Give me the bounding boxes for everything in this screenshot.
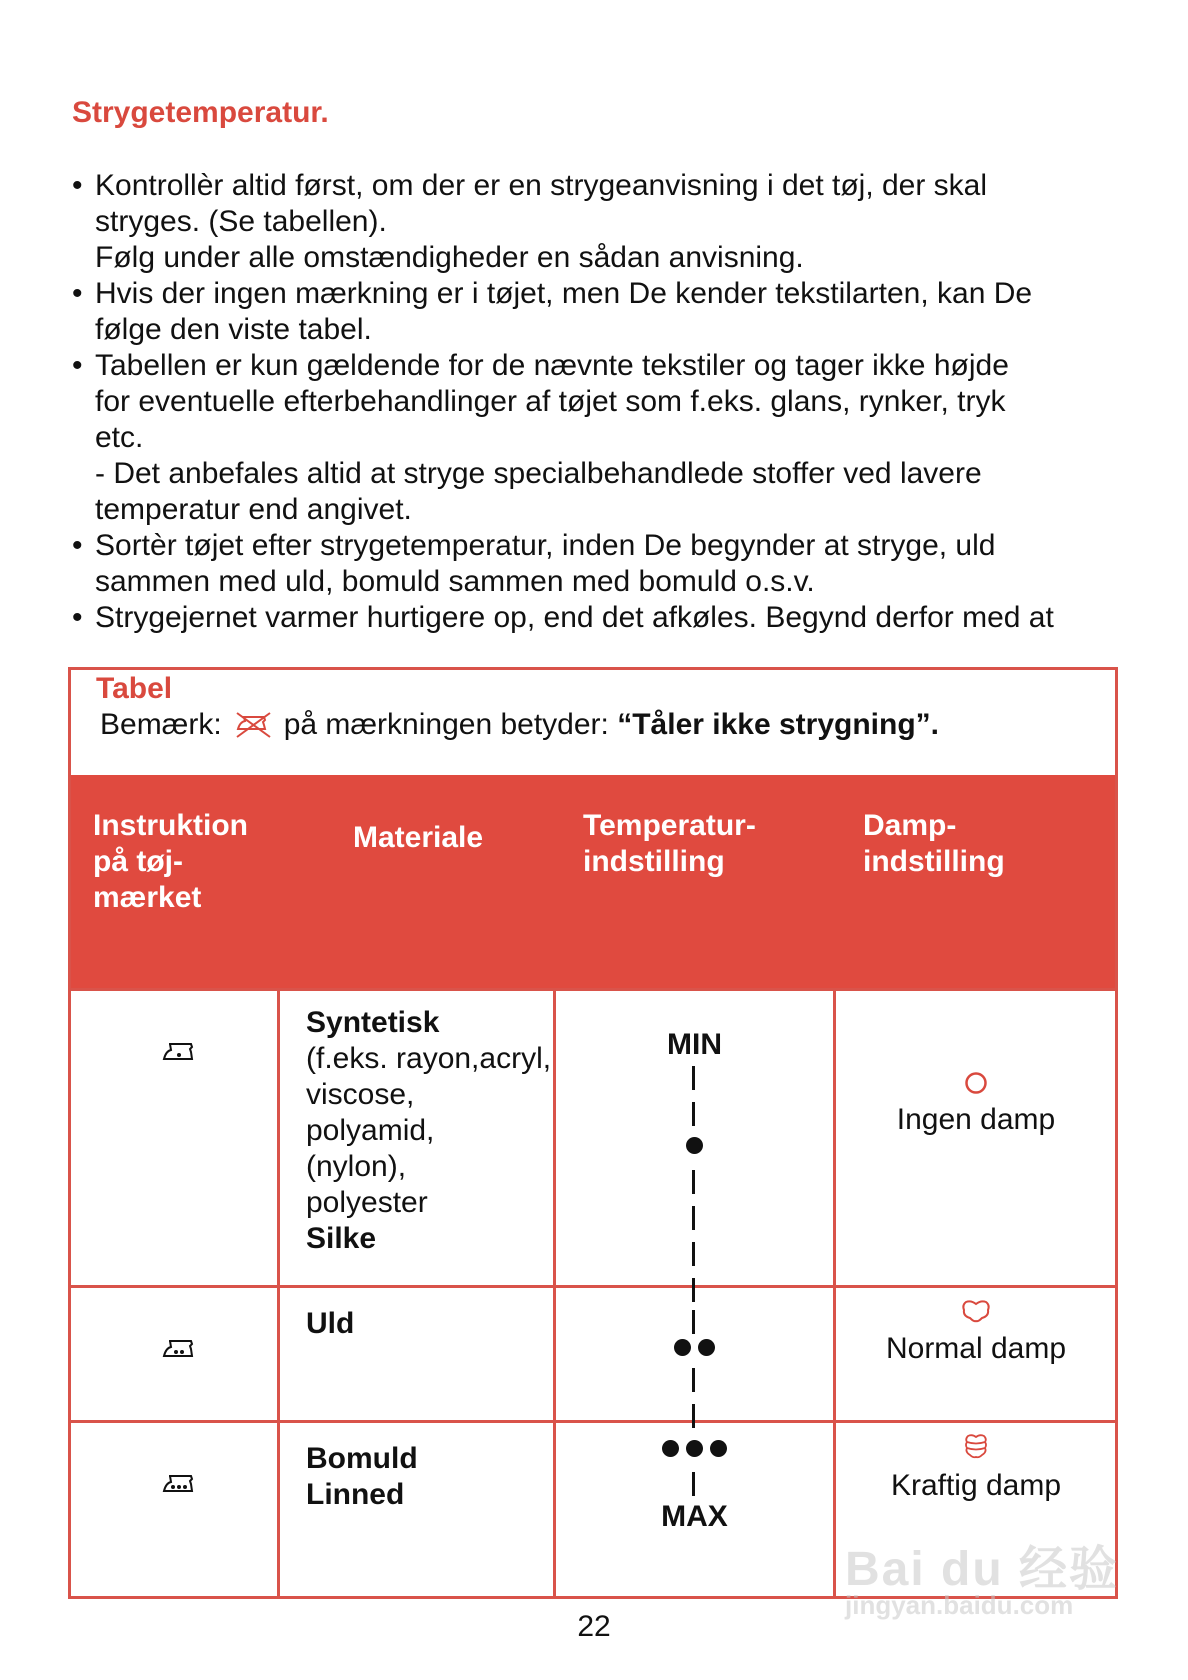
list-item-text: for eventuelle efterbehandlinger af tøjet som f.eks. glans, rynker, tryk: [95, 385, 1006, 418]
steam-cell: [836, 1069, 1116, 1137]
iron-two-dots-icon: [161, 1338, 197, 1360]
no-ironing-icon: [234, 711, 274, 739]
no-steam-circle-icon: [964, 1071, 988, 1095]
list-item-text: etc.: [95, 421, 144, 454]
list-item: [72, 168, 1132, 276]
scale-dash: [692, 1242, 695, 1266]
temp-min-label: MIN: [667, 1028, 722, 1061]
list-item-text: Hvis der ingen mærkning er i tøjet, men De kender tekstilarten, kan De: [95, 277, 1033, 310]
temperature-scale: [556, 988, 833, 1596]
list-item-text: Følg under alle omstændigheder en sådan anvisning.: [95, 241, 804, 274]
list-item: [72, 276, 1132, 348]
material-cell: Uld: [306, 1307, 355, 1340]
note-bold: “Tåler ikke strygning”.: [617, 708, 939, 741]
header-steam: Damp- indstilling: [863, 809, 1005, 878]
list-item: [72, 348, 1132, 528]
header-temperature: Temperatur- indstilling: [583, 809, 756, 878]
list-item-text: - Det anbefales altid at stryge specialbehandlede stoffer ved lavere: [95, 457, 982, 490]
note-prefix: Bemærk:: [100, 708, 222, 741]
scale-dash: [692, 1310, 695, 1334]
material-cell: Syntetisk (f.eks. rayon,acryl, viscose, polyamid, (nylon), polyester Silke: [306, 1006, 552, 1255]
list-item-text: Strygejernet varmer hurtigere op, end det afkøles. Begynd derfor med at: [95, 601, 1054, 634]
list-item-text: følge den viste tabel.: [95, 313, 372, 346]
header-material: Materiale: [353, 821, 484, 854]
list-item-text: sammen med uld, bomuld sammen med bomuld o.s.v.: [95, 565, 815, 598]
temp-two-dots: [556, 1339, 833, 1356]
temp-three-dots: [556, 1440, 833, 1457]
strong-steam-icon: [963, 1433, 989, 1461]
list-item-text: Sortèr tøjet efter strygetemperatur, inden De begynder at stryge, uld: [95, 529, 996, 562]
scale-dash: [692, 1102, 695, 1126]
watermark-url: jingyan.baidu.com: [845, 1590, 1074, 1620]
watermark-brand: Bai du 经验: [845, 1543, 1120, 1596]
list-item: [72, 528, 1132, 600]
header-instruction: Instruktion på tøj- mærket: [93, 809, 248, 914]
page-number: 22: [577, 1610, 611, 1643]
scale-dash: [692, 1368, 695, 1392]
steam-cell: [836, 1298, 1116, 1366]
instruction-list: [72, 168, 1132, 636]
bullet-icon: •: [72, 277, 83, 310]
list-item-text: temperatur end angivet.: [95, 493, 412, 526]
temp-one-dot: [556, 1137, 833, 1154]
steam-label: Kraftig damp: [890, 1469, 1062, 1502]
material-cell: Bomuld Linned: [306, 1442, 418, 1511]
iron-three-dots-icon: [161, 1473, 197, 1495]
iron-one-dot-icon: [161, 1041, 197, 1063]
table-caption: [71, 670, 1115, 775]
normal-steam-icon: [960, 1298, 992, 1324]
scale-dash: [692, 1404, 695, 1428]
page-title: Strygetemperatur.: [72, 96, 329, 129]
bullet-icon: •: [72, 529, 83, 562]
note-middle: på mærkningen betyder:: [283, 708, 609, 741]
list-item-text: Tabellen er kun gældende for de nævnte tekstiler og tager ikke højde: [95, 349, 1009, 382]
bullet-icon: •: [72, 601, 83, 634]
bullet-icon: •: [72, 349, 83, 382]
table-header: [71, 775, 1115, 988]
steam-cell: [836, 1433, 1116, 1503]
scale-dash: [692, 1206, 695, 1230]
list-item: [72, 600, 1132, 636]
steam-label: Normal damp: [885, 1332, 1067, 1365]
scale-dash: [692, 1278, 695, 1302]
bullet-icon: •: [72, 169, 83, 202]
scale-dash: [692, 1472, 695, 1496]
scale-dash: [692, 1066, 695, 1090]
list-item-text: Kontrollèr altid først, om der er en strygeanvisning i det tøj, der skal: [95, 169, 988, 202]
temp-max-label: MAX: [661, 1500, 728, 1533]
list-item-text: stryges. (Se tabellen).: [95, 205, 387, 238]
steam-label: Ingen damp: [896, 1103, 1056, 1136]
table-title: Tabel: [96, 672, 173, 705]
table-note: [100, 708, 939, 742]
scale-dash: [692, 1170, 695, 1194]
ironing-table: [68, 667, 1118, 1599]
